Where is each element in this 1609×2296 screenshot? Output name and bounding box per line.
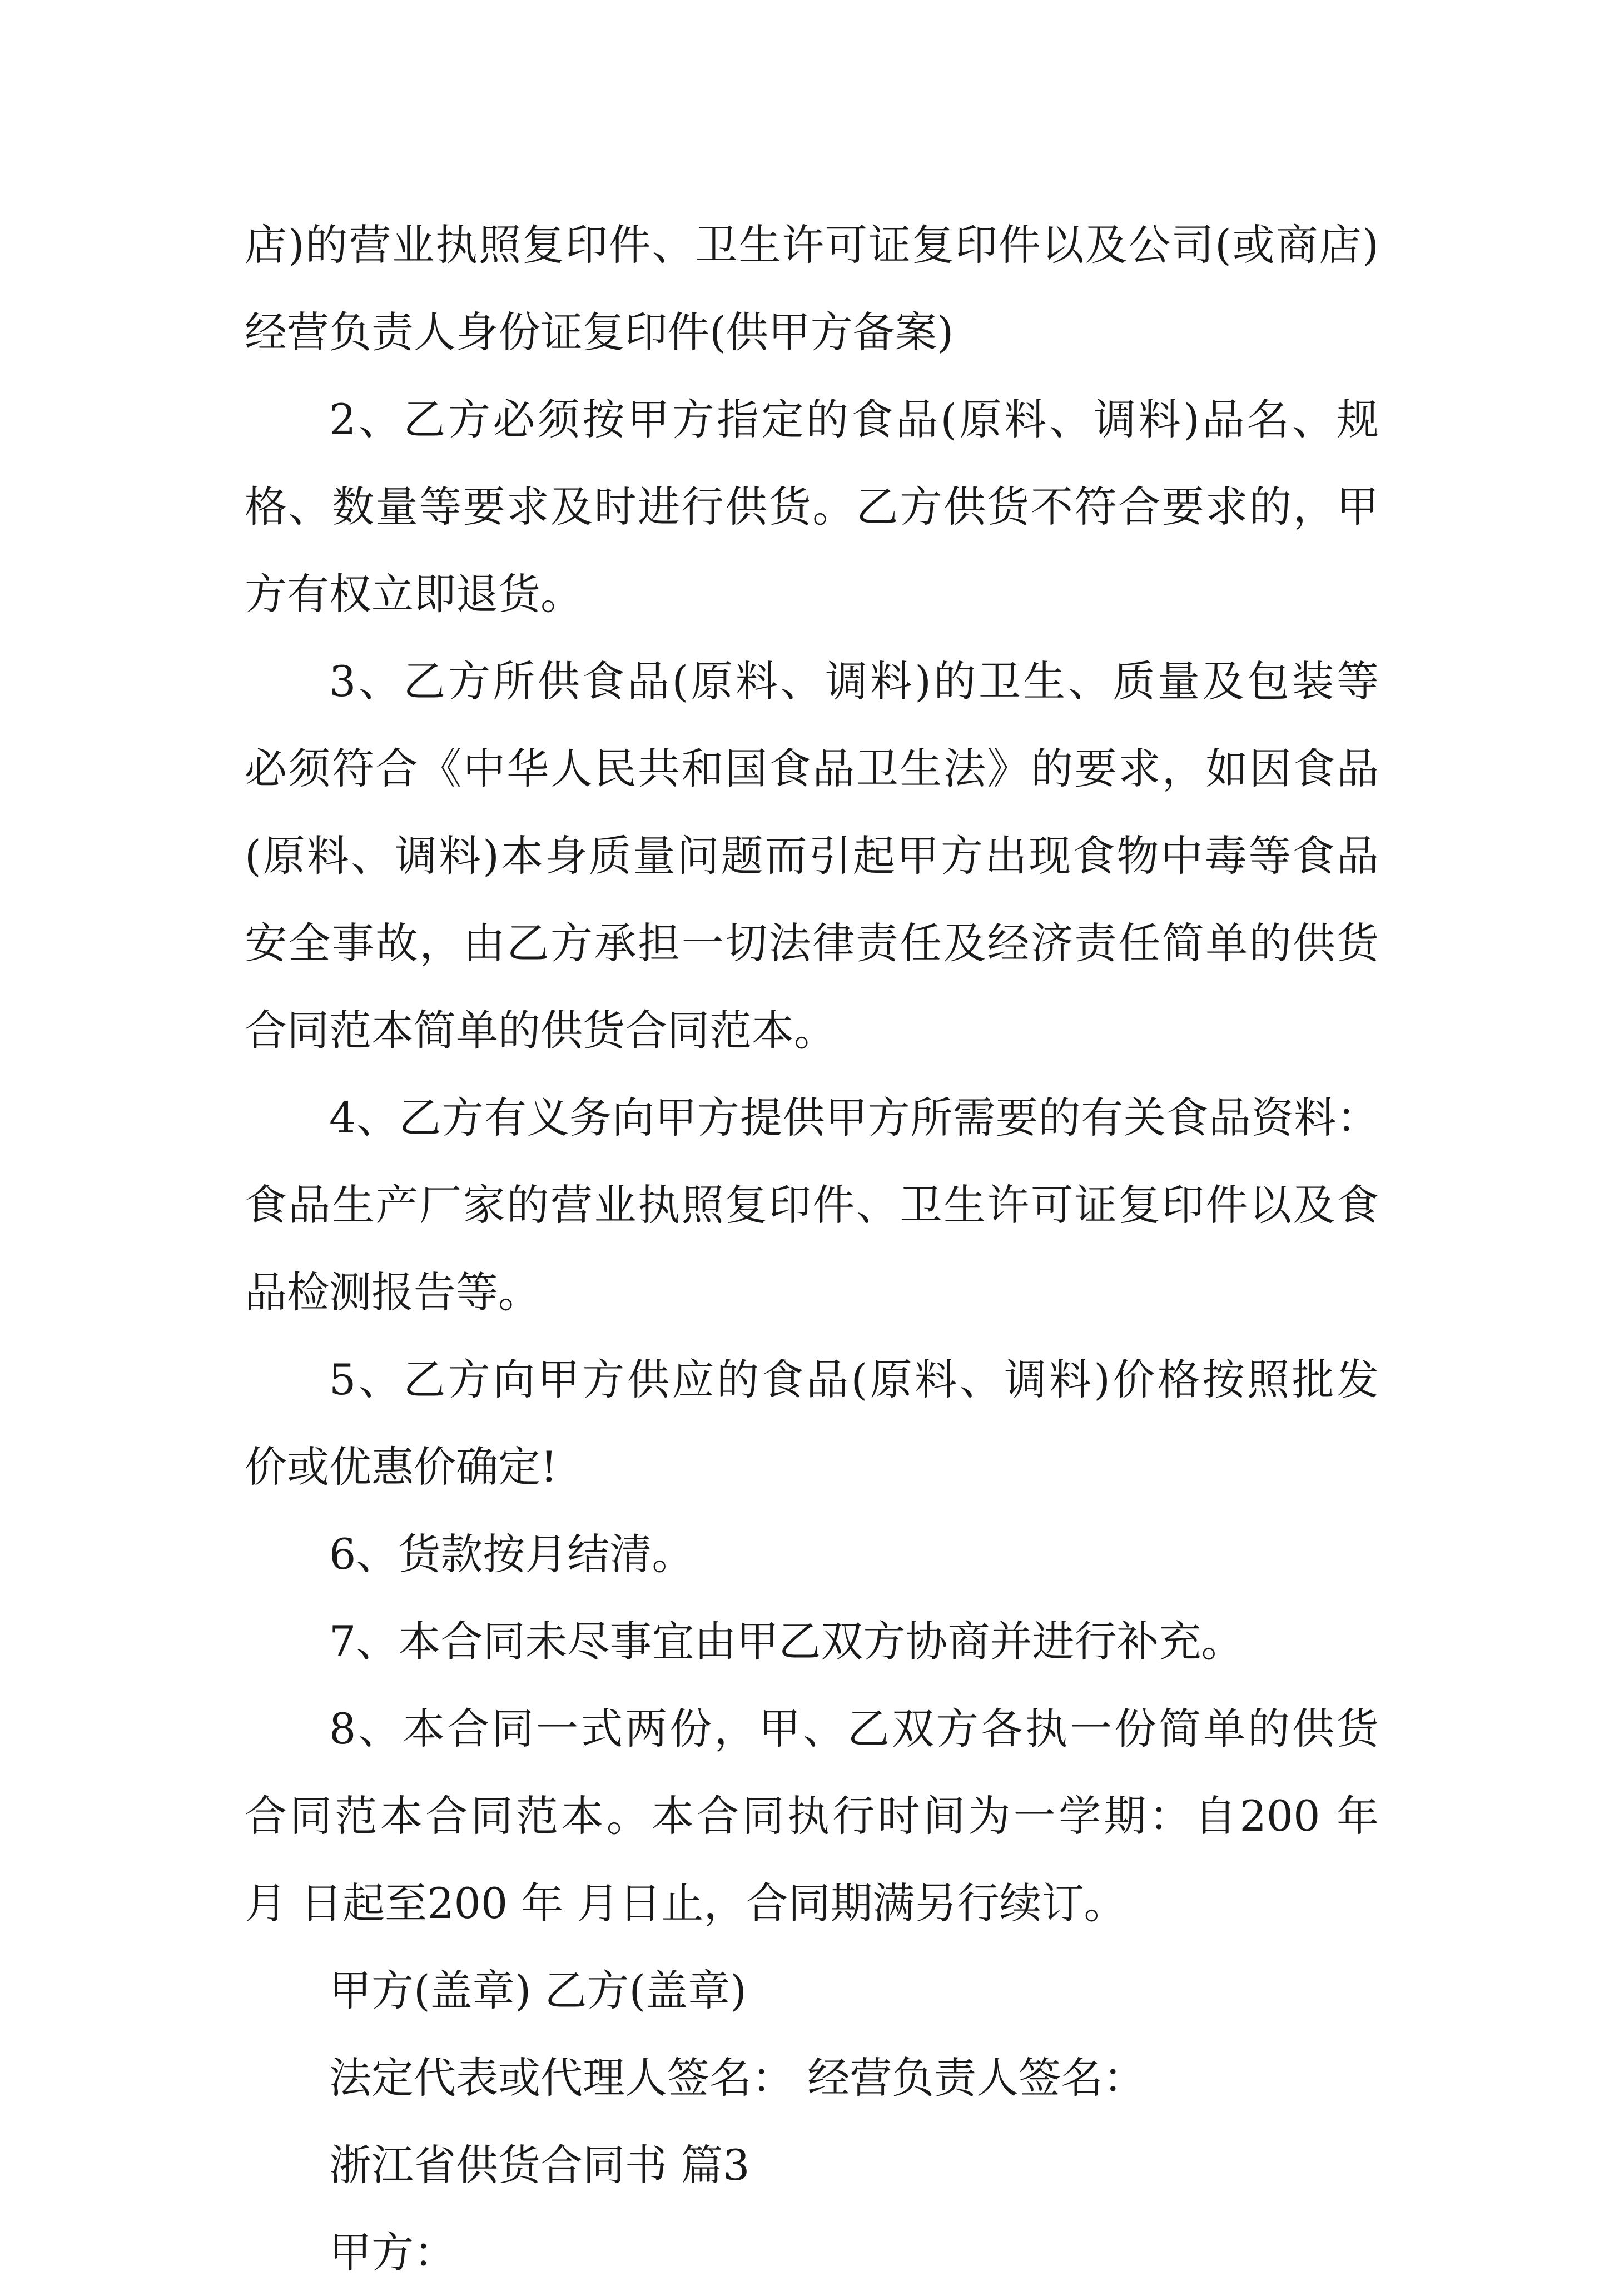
text-line: 月 日起至200 年 月日止，合同期满另行续订。 — [245, 1878, 1126, 1928]
text-line: 品检测报告等。 — [245, 1268, 540, 1317]
clause-8-line: 8、本合同一式两份，甲、乙双方各执一份简单的供货 — [329, 1704, 1379, 1753]
clause-5-line: 5、乙方向甲方供应的食品(原料、调料)价格按照批发 — [329, 1355, 1379, 1404]
text-line: (原料、调料)本身质量问题而引起甲方出现食物中毒等食品 — [245, 831, 1379, 881]
text-line: 必须符合《中华人民共和国食品卫生法》的要求，如因食品 — [245, 744, 1379, 793]
document-body — [245, 201, 1379, 2296]
text-line: 安全事故，由乙方承担一切法律责任及经济责任简单的供货 — [245, 918, 1379, 968]
clause-3-line: 3、乙方所供食品(原料、调料)的卫生、质量及包装等 — [329, 657, 1379, 706]
text-line: 食品生产厂家的营业执照复印件、卫生许可证复印件以及食 — [245, 1180, 1379, 1230]
text-line: 合同范本简单的供货合同范本。 — [245, 1006, 836, 1055]
text-line: 合同范本合同范本。本合同执行时间为一学期：自200 年 — [245, 1791, 1379, 1841]
text-line: 店)的营业执照复印件、卫生许可证复印件以及公司(或商店) — [245, 220, 1379, 270]
text-line: 经营负责人身份证复印件(供甲方备案) — [245, 307, 954, 357]
section-heading: 浙江省供货合同书 篇3 — [329, 2140, 750, 2190]
text-line: 价或优惠价确定! — [245, 1442, 558, 1492]
clause-7-line: 7、本合同未尽事宜由甲乙双方协商并进行补充。 — [329, 1617, 1244, 1666]
signature-line: 法定代表或代理人签名： 经营负责人签名： — [329, 2053, 1146, 2103]
seal-line: 甲方(盖章) 乙方(盖章) — [329, 1966, 747, 2015]
clause-2-line: 2、乙方必须按甲方指定的食品(原料、调料)品名、规 — [329, 395, 1379, 444]
party-a-label: 甲方： — [329, 2228, 456, 2277]
text-line: 方有权立即退货。 — [245, 569, 583, 619]
clause-4-line: 4、乙方有义务向甲方提供甲方所需要的有关食品资料： — [329, 1093, 1379, 1142]
text-line: 格、数量等要求及时进行供货。乙方供货不符合要求的，甲 — [245, 482, 1379, 531]
clause-6-line: 6、货款按月结清。 — [329, 1529, 694, 1579]
